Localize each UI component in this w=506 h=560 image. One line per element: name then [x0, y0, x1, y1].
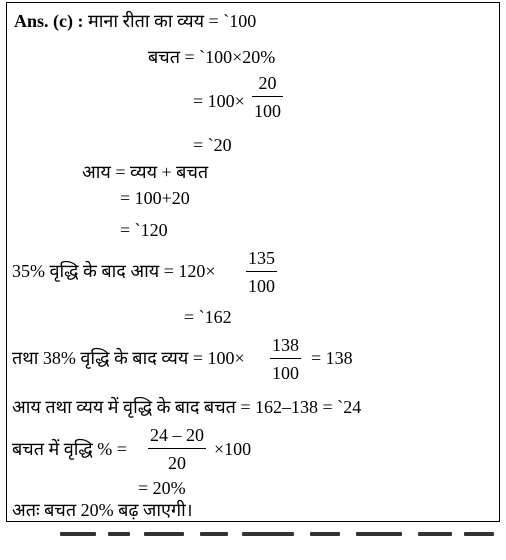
income-increase-fraction [246, 249, 277, 295]
fraction-numerator: 135 [248, 248, 275, 268]
savings-result: = `20 [193, 135, 232, 155]
answer-line-1 [14, 12, 256, 30]
fraction-denominator: 100 [270, 358, 301, 382]
savings-percent-fraction [148, 426, 206, 472]
savings-fraction [252, 74, 283, 120]
fraction-denominator: 100 [246, 271, 277, 295]
income-result: = `120 [120, 220, 168, 240]
income-increase-prefix: 35% वृद्धि के बाद आय = 120× [12, 261, 216, 281]
fraction-denominator: 100 [252, 96, 283, 120]
fraction-numerator: 20 [258, 73, 277, 93]
new-expense-result: = 138 [311, 348, 353, 368]
savings-fraction-prefix: = 100× [193, 91, 245, 111]
income-sum: = 100+20 [120, 188, 190, 208]
conclusion-line: अतः बचत 20% बढ़ जाएगी। [12, 500, 193, 520]
new-savings-line: आय तथा व्यय में वृद्धि के बाद बचत = 162–138 = `24 [12, 397, 362, 417]
answer-label: Ans. (c) : [14, 11, 84, 31]
cropped-next-line [60, 532, 500, 544]
expense-increase-prefix: तथा 38% वृद्धि के बाद व्यय = 100× [12, 348, 245, 368]
income-formula: आय = व्यय + बचत [82, 162, 209, 182]
savings-percent-result: = 20% [138, 478, 186, 498]
fraction-numerator: 24 – 20 [150, 425, 204, 445]
fraction-denominator: 20 [148, 448, 206, 472]
expense-increase-fraction [270, 336, 301, 382]
new-income-result: = `162 [184, 307, 232, 327]
fraction-numerator: 138 [272, 335, 299, 355]
savings-line: बचत = `100×20% [148, 47, 276, 67]
assumption-text: माना रीता का व्यय = `100 [88, 11, 257, 31]
savings-percent-prefix: बचत में वृद्धि % = [12, 439, 127, 459]
savings-percent-multiplier: ×100 [214, 439, 252, 459]
